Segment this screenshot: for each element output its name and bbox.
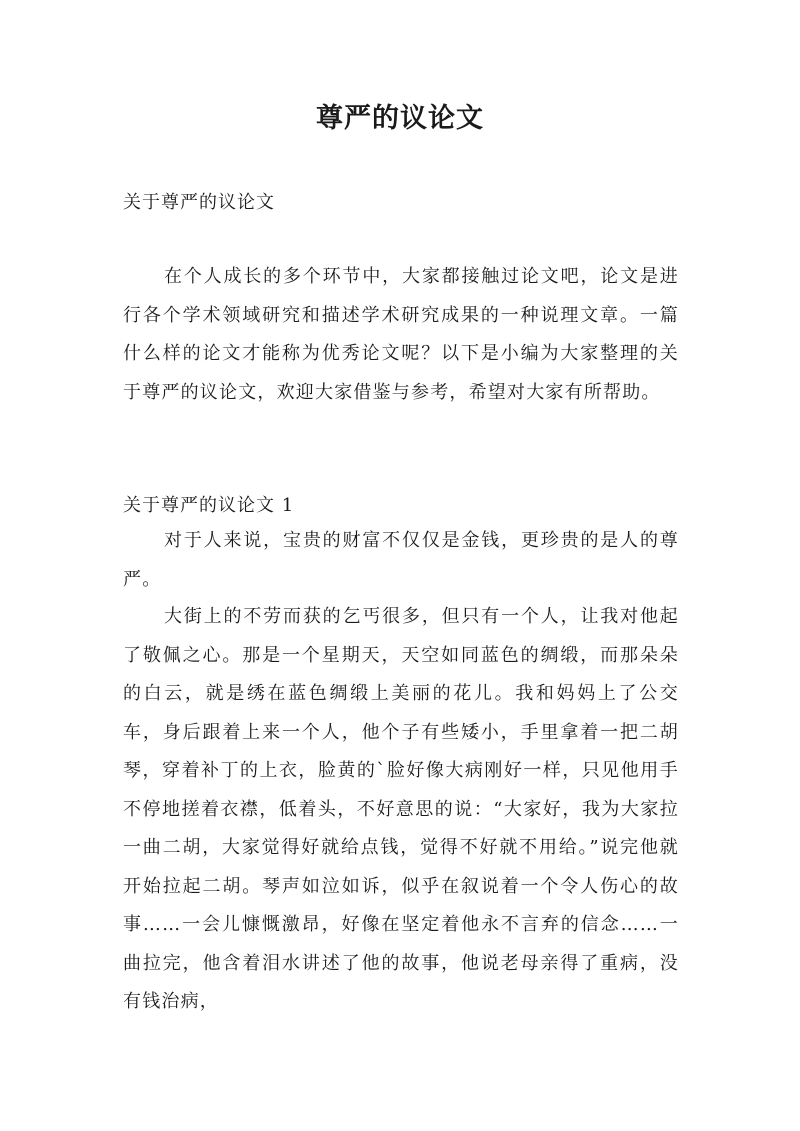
body-paragraph: 对于人来说，宝贵的财富不仅仅是金钱，更珍贵的是人的尊严。 (123, 530, 679, 590)
section-heading-1: 关于尊严的议论文 1 (123, 495, 295, 516)
page-title: 尊严的议论文 (316, 103, 484, 134)
body-paragraph: 大街上的不劳而获的乞丐很多，但只有一个人，让我对他起了敬佩之心。那是一个星期天，天空如同蓝色的绸缎，而那朵朵的白云，就是绣在蓝色绸缎上美丽的花儿。我和妈妈上了公交车，身后跟着上来一个人，他个子有些矮小，手里拿着一把二胡琴，穿着补丁的上衣，脸黄的`脸好像大病刚好一样，只见他用手不停地搓着衣襟，低着头，不好意思的说：“大家好，我为大家拉一曲二胡，大家觉得好就给点钱，觉得不好就不用给。”说完他就开始拉起二胡。琴声如泣如诉，似乎在叙说着一个令人伤心的故事……一会儿慷慨激昂，好像在坚定着他永不言弃的信念……一曲拉完，他含着泪水讲述了他的故事，他说老母亲得了重病，没有钱治病， (123, 606, 679, 1012)
document-subtitle: 关于尊严的议论文 (123, 192, 275, 213)
intro-paragraph: 在个人成长的多个环节中，大家都接触过论文吧，论文是进行各个学术领域研究和描述学术研究成果的一种说理文章。一篇什么样的论文才能称为优秀论文呢？以下是小编为大家整理的关于尊严的议论文，欢迎大家借鉴与参考，希望对大家有所帮助。 (123, 266, 679, 403)
